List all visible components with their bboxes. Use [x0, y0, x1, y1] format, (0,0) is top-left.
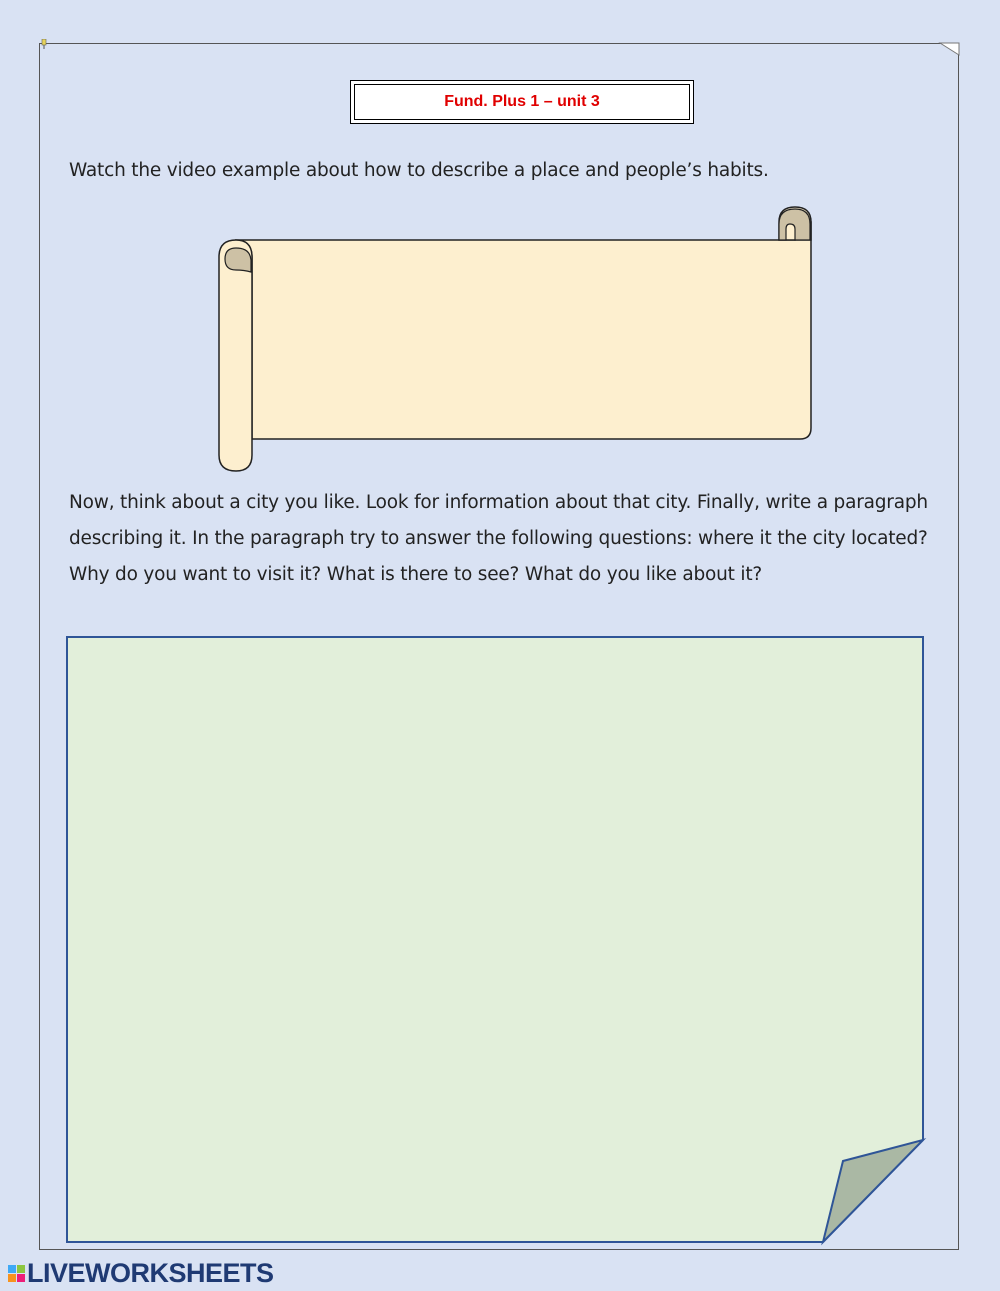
title-box: [350, 80, 694, 124]
instruction-video: Watch the video example about how to describe a place and people’s habits.: [69, 160, 769, 181]
pin-icon: [41, 39, 47, 49]
page-title: Fund. Plus 1 – unit 3: [354, 84, 690, 120]
liveworksheets-logo: [8, 1258, 274, 1288]
instruction-writing: Now, think about a city you like. Look for information about that city. Finally, write a paragraph describing it. In the paragraph try to answer the following questions: where it the city located? Why do you want to visit it? What is there to see? What do you like about it?: [69, 492, 928, 585]
logo-blocks-icon: [8, 1265, 25, 1282]
logo-text: LIVEWORKSHEETS: [27, 1257, 274, 1288]
worksheet-frame: [39, 43, 959, 1250]
